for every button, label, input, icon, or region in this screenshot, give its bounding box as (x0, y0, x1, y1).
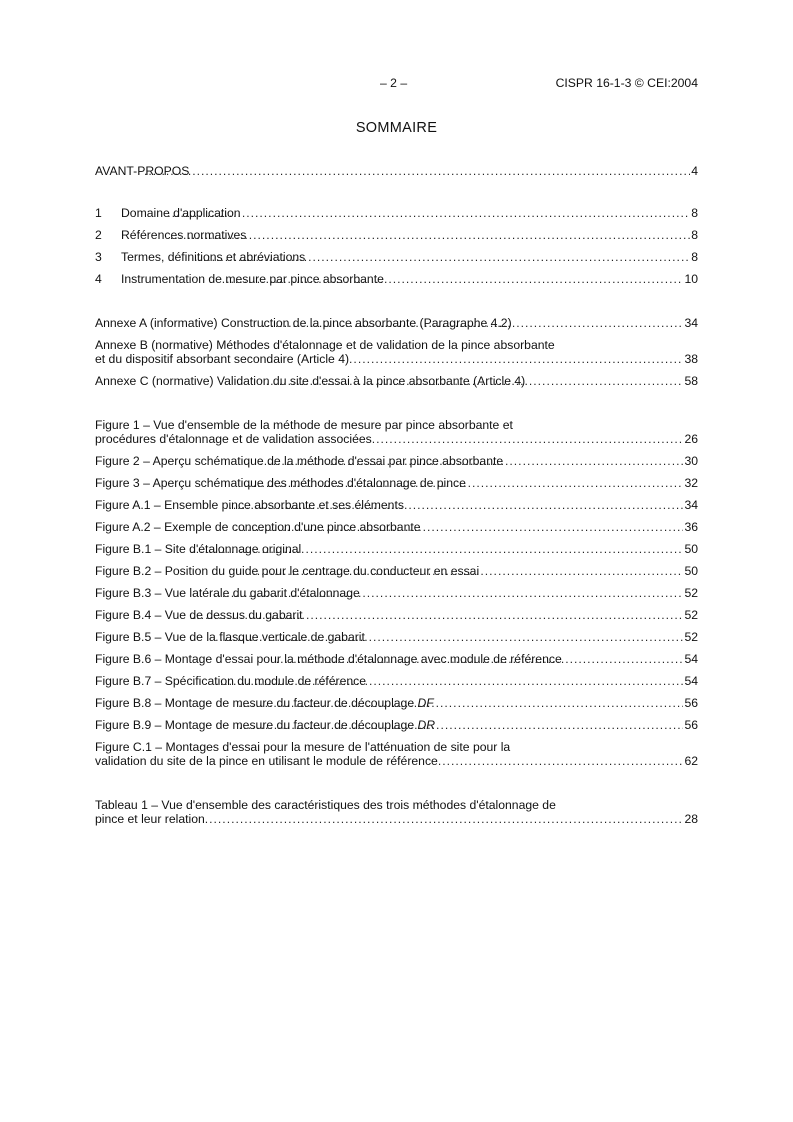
toc-entry-text-continued: et du dispositif absorbant secondaire (Article 4) (95, 352, 350, 366)
toc-entry-figure-b3[interactable] (95, 586, 698, 600)
toc-entry-text: Tableau 1 – Vue d'ensemble des caractéristiques des trois méthodes d'étalonnage de (95, 798, 556, 812)
toc-entry-figure-2[interactable] (95, 454, 698, 468)
section-number: 2 (95, 228, 102, 242)
toc-entry-figure-a1[interactable] (95, 498, 698, 512)
toc-entry-figure-a2[interactable] (95, 520, 698, 534)
toc-entry-page: 50 (684, 564, 698, 578)
toc-entry-figure-1[interactable] (95, 418, 698, 446)
toc-entry-table-1[interactable] (95, 798, 698, 826)
toc-entry-page: 4 (691, 164, 698, 178)
toc-entry-section-4[interactable] (95, 272, 698, 286)
toc-entry-text: Figure A.1 – Ensemble pince absorbante et ses éléments (95, 498, 404, 512)
toc-entry-text-continued: validation du site de la pince en utilisant le module de référence (95, 754, 438, 768)
toc-entry-section-1[interactable] (95, 206, 698, 220)
toc-entry-text: Figure C.1 – Montages d'essai pour la mesure de l'atténuation de site pour la (95, 740, 511, 754)
toc-entry-page: 58 (684, 374, 698, 388)
toc-entry-page: 52 (684, 608, 698, 622)
toc-entry-figure-b1[interactable] (95, 542, 698, 556)
toc-entry-page: 56 (684, 718, 698, 732)
toc-entry-page: 52 (684, 586, 698, 600)
page-header (0, 76, 793, 94)
toc-entry-page: 8 (691, 206, 698, 220)
toc-entry-page: 30 (684, 454, 698, 468)
toc-entry-italic-symbol: DF (417, 696, 434, 710)
toc-entry-text: Figure B.6 – Montage d'essai pour la méthode d'étalonnage avec module de référence (95, 652, 562, 666)
toc-entry-section-3[interactable] (95, 250, 698, 264)
toc-entry-figure-b9[interactable] (95, 718, 698, 732)
toc-entry-annex-c[interactable] (95, 374, 698, 388)
toc-entry-text: Figure B.7 – Spécification du module de référence (95, 674, 366, 688)
toc-entry-page: 54 (684, 674, 698, 688)
toc-entry-page: 52 (684, 630, 698, 644)
toc-entry-page: 34 (684, 498, 698, 512)
toc-entry-section-2[interactable] (95, 228, 698, 242)
toc-entry-text: Références normatives (121, 228, 247, 242)
toc-entry-text: Figure 2 – Aperçu schématique de la méthode d'essai par pince absorbante (95, 454, 504, 468)
toc-entry-page: 10 (684, 272, 698, 286)
page-number: – 2 – (380, 76, 408, 90)
toc-entry-text: Figure 3 – Aperçu schématique des méthodes d'étalonnage de pince (95, 476, 466, 490)
toc-entry-page: 26 (684, 432, 698, 446)
toc-entry-text: Termes, définitions et abréviations (121, 250, 306, 264)
toc-entry-figure-c1[interactable] (95, 740, 698, 768)
toc-entry-text: Figure B.5 – Vue de la flasque verticale de gabarit (95, 630, 365, 644)
table-of-contents (95, 164, 698, 834)
toc-entry-text: Figure B.8 – Montage de mesure du facteur de découplage (95, 696, 418, 710)
toc-entry-page: 34 (684, 316, 698, 330)
toc-entry-text: Figure B.1 – Site d'étalonnage original (95, 542, 302, 556)
toc-entry-annex-a[interactable] (95, 316, 698, 330)
toc-entry-page: 56 (684, 696, 698, 710)
toc-entry-text: Figure B.2 – Position du guide pour le centrage du conducteur en essai (95, 564, 480, 578)
toc-entry-page: 50 (684, 542, 698, 556)
toc-entry-text: Annexe A (informative) Construction de la pince absorbante (Paragraphe 4.2) (95, 316, 512, 330)
page-title: SOMMAIRE (355, 120, 438, 136)
toc-entry-text: Figure B.4 – Vue de dessus du gabarit (95, 608, 303, 622)
toc-entry-page: 8 (691, 250, 698, 264)
toc-entry-text-continued: pince et leur relation (95, 812, 205, 826)
toc-entry-text: Instrumentation de mesure par pince absorbante (121, 272, 384, 286)
toc-entry-figure-b6[interactable] (95, 652, 698, 666)
toc-entry-text: Annexe C (normative) Validation du site d'essai à la pince absorbante (Article 4) (95, 374, 526, 388)
document-reference: CISPR 16-1-3 © CEI:2004 (555, 76, 698, 90)
toc-entry-page: 36 (684, 520, 698, 534)
toc-entry-page: 62 (684, 754, 698, 768)
toc-entry-italic-symbol: DR (417, 718, 436, 732)
toc-entry-figure-b4[interactable] (95, 608, 698, 622)
toc-entry-annex-b[interactable] (95, 338, 698, 366)
section-number: 1 (95, 206, 102, 220)
toc-entry-figure-b8[interactable] (95, 696, 698, 710)
toc-entry-text: AVANT-PROPOS (95, 164, 190, 178)
toc-entry-page: 8 (691, 228, 698, 242)
toc-entry-figure-b2[interactable] (95, 564, 698, 578)
toc-entry-text: Figure 1 – Vue d'ensemble de la méthode de mesure par pince absorbante et (95, 418, 513, 432)
toc-entry-text: Annexe B (normative) Méthodes d'étalonnage et de validation de la pince absorbante (95, 338, 555, 352)
section-number: 3 (95, 250, 102, 264)
toc-entry-text: Figure B.9 – Montage de mesure du facteur de découplage (95, 718, 418, 732)
toc-entry-text: Domaine d'application (121, 206, 241, 220)
toc-entry-page: 38 (684, 352, 698, 366)
toc-entry-page: 54 (684, 652, 698, 666)
toc-entry-page: 32 (684, 476, 698, 490)
toc-entry-figure-3[interactable] (95, 476, 698, 490)
toc-entry-text: Figure B.3 – Vue latérale du gabarit d'étalonnage (95, 586, 360, 600)
toc-entry-foreword[interactable] (95, 164, 698, 178)
toc-entry-page: 28 (684, 812, 698, 826)
section-number: 4 (95, 272, 102, 286)
toc-entry-text-continued: procédures d'étalonnage et de validation associées (95, 432, 372, 446)
toc-entry-text: Figure A.2 – Exemple de conception d'une pince absorbante (95, 520, 421, 534)
toc-entry-figure-b5[interactable] (95, 630, 698, 644)
toc-entry-figure-b7[interactable] (95, 674, 698, 688)
